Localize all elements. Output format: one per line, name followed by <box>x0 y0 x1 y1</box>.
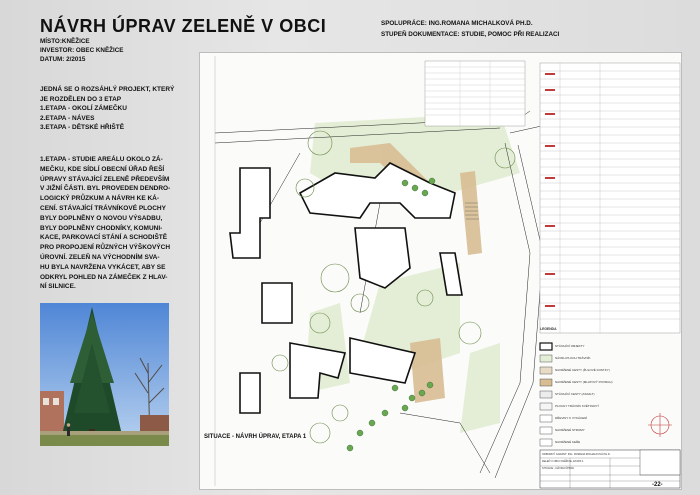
tree-photo <box>40 303 169 446</box>
titleblock <box>542 451 638 472</box>
desc-line: LOGICKÝ PRŮZKUM A NÁVRH KE KÁ- <box>40 195 160 203</box>
collaboration-text: SPOLUPRÁCE: ING.ROMANA MICHALKOVÁ PH.D. <box>381 20 533 27</box>
desc-line: MEČKU, KDE SÍDLÍ OBECNÍ ÚŘAD ŘEŠÍ <box>40 165 165 173</box>
page-number: -22- <box>652 482 663 488</box>
desc-line: 1.ETAPA - STUDIE AREÁLU OKOLO ZÁ- <box>40 156 163 163</box>
legend-item: NAVRŽENÉ STROMY <box>555 428 585 432</box>
legend-item: NÁVRH PLOCH TRÁVNÍK <box>555 356 591 360</box>
desc-line: V JIŽNÍ ČÁSTI. BYL PROVEDEN DENDRO- <box>40 185 171 193</box>
legend-item: STÁVAJÍCÍ CESTY (ASFALT) <box>555 392 595 396</box>
legend-item: NAVRŽENÉ CESTY (MLATOVÝ POVRCH) <box>555 380 613 384</box>
plan-caption: SITUACE - NÁVRH ÚPRAV, ETAPA 1 <box>204 434 307 440</box>
legend-item: PLOCHY TRÁVNÍK KVĚTINOVÝ <box>555 404 600 408</box>
project-meta <box>40 37 124 64</box>
investor-text: INVESTOR: OBEC KNĚŽICE <box>40 47 124 54</box>
legend-title: LEGENDA <box>540 327 557 331</box>
legend-item: DŘEVINY K VYKÁCENÍ <box>555 416 588 420</box>
desc-line: PRO PROPOJENÍ RŮZNÝCH VÝŠKOVÝCH <box>40 244 171 252</box>
intro-line: 1.ETAPA - OKOLÍ ZÁMEČKU <box>40 105 127 113</box>
desc-line: ÚPRAVY STÁVAJÍCÍ ZELENĚ PŘEDEVŠÍM <box>40 175 170 183</box>
desc-line: ODKRYL POHLED NA ZÁMEČEK Z HLAV- <box>40 273 168 281</box>
desc-line: BYLY DOPLNĚNY CHODNÍKY, KOMUNI- <box>40 224 163 232</box>
desc-line: KACE, PARKOVACÍ STÁNÍ A SCHODIŠTĚ <box>40 234 168 242</box>
page-title: NÁVRH ÚPRAV ZELENĚ V OBCI <box>40 16 327 36</box>
titleblock-drawing: SITUACE - NÁVRH ÚPRAV <box>542 467 575 470</box>
date-text: DATUM: 2/2015 <box>40 56 86 63</box>
legend-item: STÁVAJÍCÍ OBJEKTY <box>555 344 585 348</box>
intro-line: JE ROZDĚLEN DO 3 ETAP <box>40 95 122 103</box>
legend-item: NAVRŽENÉ CESTY (ŽULOVÉ KOSTKY) <box>555 368 610 372</box>
desc-line: BYLY DOPLNĚNY O NOVOU VÝSADBU, <box>40 214 163 222</box>
intro-text <box>40 85 200 133</box>
doc-stage-text: STUPEŇ DOKUMENTACE: STUDIE, POMOC PŘI REALIZACI <box>381 31 560 38</box>
location-text: MÍSTO:KNĚŽICE <box>40 38 90 45</box>
desc-line: HU BYLA NAVRŽENA VYKÁCET, ABY SE <box>40 263 166 271</box>
intro-line: JEDNÁ SE O ROZSÁHLÝ PROJEKT, KTERÝ <box>40 86 175 93</box>
collaboration-block <box>381 18 559 40</box>
desc-line: CENÍ. STÁVAJÍCÍ TRÁVNÍKOVÉ PLOCHY <box>40 204 166 212</box>
desc-line: ÚROVNÍ. ZELEŇ NA VÝCHODNÍM SVA- <box>40 253 160 261</box>
titleblock-office: ODBORNÝ GARANT: ING. ROMANA MICHALKOVÁ PH.D. <box>542 453 611 456</box>
intro-line: 3.ETAPA - DĚTSKÉ HŘIŠTĚ <box>40 124 125 132</box>
description-text <box>40 155 200 292</box>
site-plan-sheet <box>199 52 682 490</box>
intro-line: 2.ETAPA - NÁVES <box>40 114 95 122</box>
titleblock-project: ZELEŇ V OBCI KNĚŽICE, ETAPA 1 <box>542 460 584 463</box>
desc-line: NÍ SILNICE. <box>40 283 76 291</box>
legend-item: NAVRŽENÉ KEŘE <box>555 440 581 444</box>
